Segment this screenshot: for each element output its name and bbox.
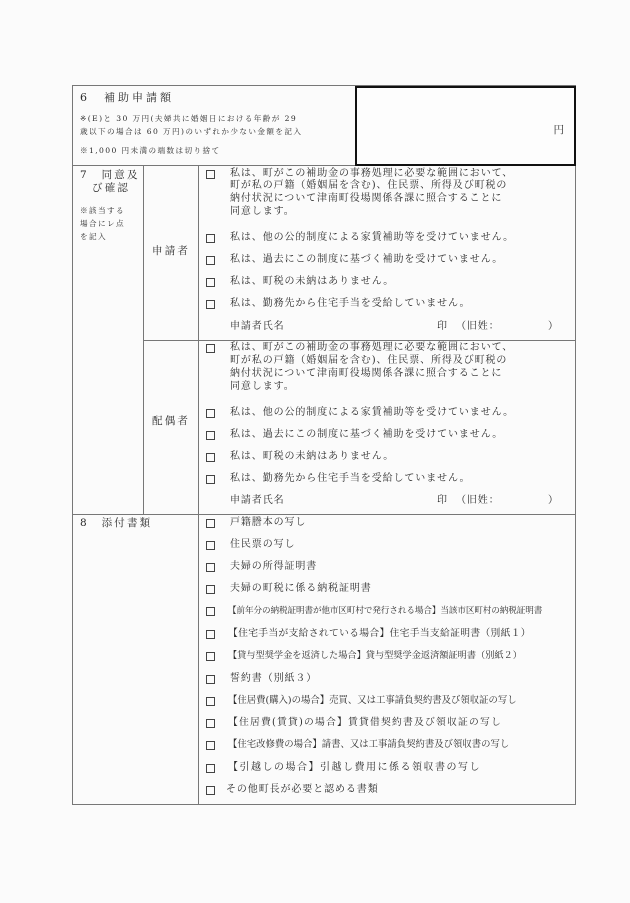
applicant-spouse-divider [143, 340, 576, 341]
spouse-seal-label: 印 [437, 495, 448, 506]
section7-note-line1: ※該当する [80, 206, 125, 215]
attachment-item-4: 夫婦の町税に係る納税証明書 [230, 583, 372, 594]
attachment-item-2: 住民票の写し [230, 539, 296, 550]
applicant-item-checkbox-4[interactable] [206, 300, 215, 309]
spouse-consent-line4: 同意します。 [230, 381, 295, 392]
table-border-bottom [72, 804, 576, 805]
spouse-label: 配偶者 [152, 415, 191, 427]
amount-input-box[interactable] [355, 86, 576, 166]
attachment-checkbox-8[interactable] [206, 675, 215, 684]
spouse-item-3: 私は、町税の未納はありません。 [230, 451, 395, 462]
spouse-consent-checkbox[interactable] [206, 344, 215, 353]
applicant-item-4: 私は、勤務先から住宅手当を受給していません。 [230, 298, 471, 309]
applicant-consent-line4: 同意します。 [230, 206, 295, 217]
attachment-item-11: 【住宅改修費の場合】請書、又は工事請負契約書及び領収書の写し [228, 739, 510, 750]
attachment-item-5: 【前年分の納税証明書が他市区町村で発行される場合】当該市区町村の納税証明書 [228, 606, 543, 616]
spouse-signature-label: 申請者氏名 [230, 495, 285, 506]
table-border-left [72, 85, 73, 804]
applicant-item-2: 私は、過去にこの制度に基づく補助を受けていません。 [230, 254, 504, 265]
attachment-item-8: 誓約書（別紙３） [230, 673, 318, 684]
spouse-item-checkbox-3[interactable] [206, 453, 215, 462]
applicant-consent-line1: 私は、町がこの補助金の事務処理に必要な範囲において、 [230, 168, 514, 179]
spouse-item-checkbox-2[interactable] [206, 431, 215, 440]
attachment-item-1: 戸籍謄本の写し [230, 517, 307, 528]
spouse-item-1: 私は、他の公的制度による家賃補助等を受けていません。 [230, 407, 514, 418]
applicant-maiden-name-label: （旧姓： [456, 321, 500, 332]
attachment-checkbox-2[interactable] [206, 541, 215, 550]
attachment-checkbox-9[interactable] [206, 697, 215, 706]
applicant-consent-checkbox[interactable] [206, 170, 215, 179]
spouse-consent-line1: 私は、町がこの補助金の事務処理に必要な範囲において、 [230, 342, 514, 353]
attachment-checkbox-11[interactable] [206, 741, 215, 750]
section7-title-line2: び確認 [92, 182, 131, 194]
attachment-item-12: 【引越しの場合】引越し費用に係る領収書の写し [228, 762, 481, 773]
section7-note-line3: を記入 [80, 232, 107, 241]
attachment-item-7: 【貸与型奨学金を返済した場合】貸与型奨学金返済額証明書（別紙２） [228, 650, 522, 661]
attachment-item-9: 【住居費(購入)の場合】売買、又は工事請負契約書及び領収証の写し [228, 695, 517, 706]
section7-note-line2: 場合にレ点 [80, 219, 125, 228]
section8-divider [72, 514, 576, 515]
applicant-maiden-name-close: ） [548, 321, 559, 332]
section6-note1-line1: ※(E)と 30 万円(夫婦共に婚姻日における年齢が 29 [80, 114, 298, 123]
section6-note2: ※1,000 円未満の端数は切り捨て [80, 146, 221, 155]
applicant-consent-line2: 町が私の戸籍（婚姻届を含む)、住民票、所得及び町税の [230, 180, 508, 191]
attachment-checkbox-12[interactable] [206, 764, 215, 773]
attachment-checkbox-1[interactable] [206, 519, 215, 528]
spouse-item-2: 私は、過去にこの制度に基づく補助を受けていません。 [230, 429, 504, 440]
attachment-item-13: その他町長が必要と認める書類 [226, 784, 379, 795]
attachment-checkbox-4[interactable] [206, 585, 215, 594]
applicant-item-checkbox-2[interactable] [206, 256, 215, 265]
attachment-item-10: 【住居費(賃貸)の場合】賃貸借契約書及び領収証の写し [228, 717, 502, 728]
attachment-checkbox-10[interactable] [206, 719, 215, 728]
attachment-checkbox-6[interactable] [206, 630, 215, 639]
applicant-consent-line3: 納付状況について津南町役場関係各課に照合することに [230, 193, 503, 204]
attachment-checkbox-13[interactable] [206, 786, 215, 795]
amount-unit-yen: 円 [553, 124, 564, 136]
spouse-item-checkbox-1[interactable] [206, 409, 215, 418]
section7-col-divider-2 [198, 165, 199, 804]
applicant-signature-label: 申請者氏名 [230, 321, 285, 332]
section6-title: 6 補助申請額 [80, 91, 174, 104]
applicant-label: 申請者 [152, 245, 191, 257]
applicant-item-checkbox-3[interactable] [206, 278, 215, 287]
applicant-seal-label: 印 [437, 321, 448, 332]
spouse-maiden-name-close: ） [548, 495, 559, 506]
applicant-item-1: 私は、他の公的制度による家賃補助等を受けていません。 [230, 232, 514, 243]
spouse-maiden-name-label: （旧姓： [456, 495, 500, 506]
spouse-consent-line3: 納付状況について津南町役場関係各課に照合することに [230, 368, 503, 379]
applicant-item-checkbox-1[interactable] [206, 234, 215, 243]
spouse-consent-line2: 町が私の戸籍（婚姻届を含む)、住民票、所得及び町税の [230, 355, 508, 366]
section8-title: 8 添付書類 [80, 517, 153, 529]
attachment-checkbox-3[interactable] [206, 563, 215, 572]
table-border-right [575, 85, 576, 804]
attachment-item-6: 【住宅手当が支給されている場合】住宅手当支給証明書（別紙１） [228, 628, 531, 639]
applicant-item-3: 私は、町税の未納はありません。 [230, 276, 395, 287]
spouse-item-checkbox-4[interactable] [206, 475, 215, 484]
section6-note1-line2: 歳以下の場合は 60 万円)のいずれか少ない金額を記入 [80, 127, 303, 136]
section7-title-line1: 7 同意及 [80, 169, 140, 181]
attachment-checkbox-5[interactable] [206, 607, 215, 616]
attachment-item-3: 夫婦の所得証明書 [230, 561, 318, 572]
spouse-item-4: 私は、勤務先から住宅手当を受給していません。 [230, 473, 471, 484]
attachment-checkbox-7[interactable] [206, 652, 215, 661]
